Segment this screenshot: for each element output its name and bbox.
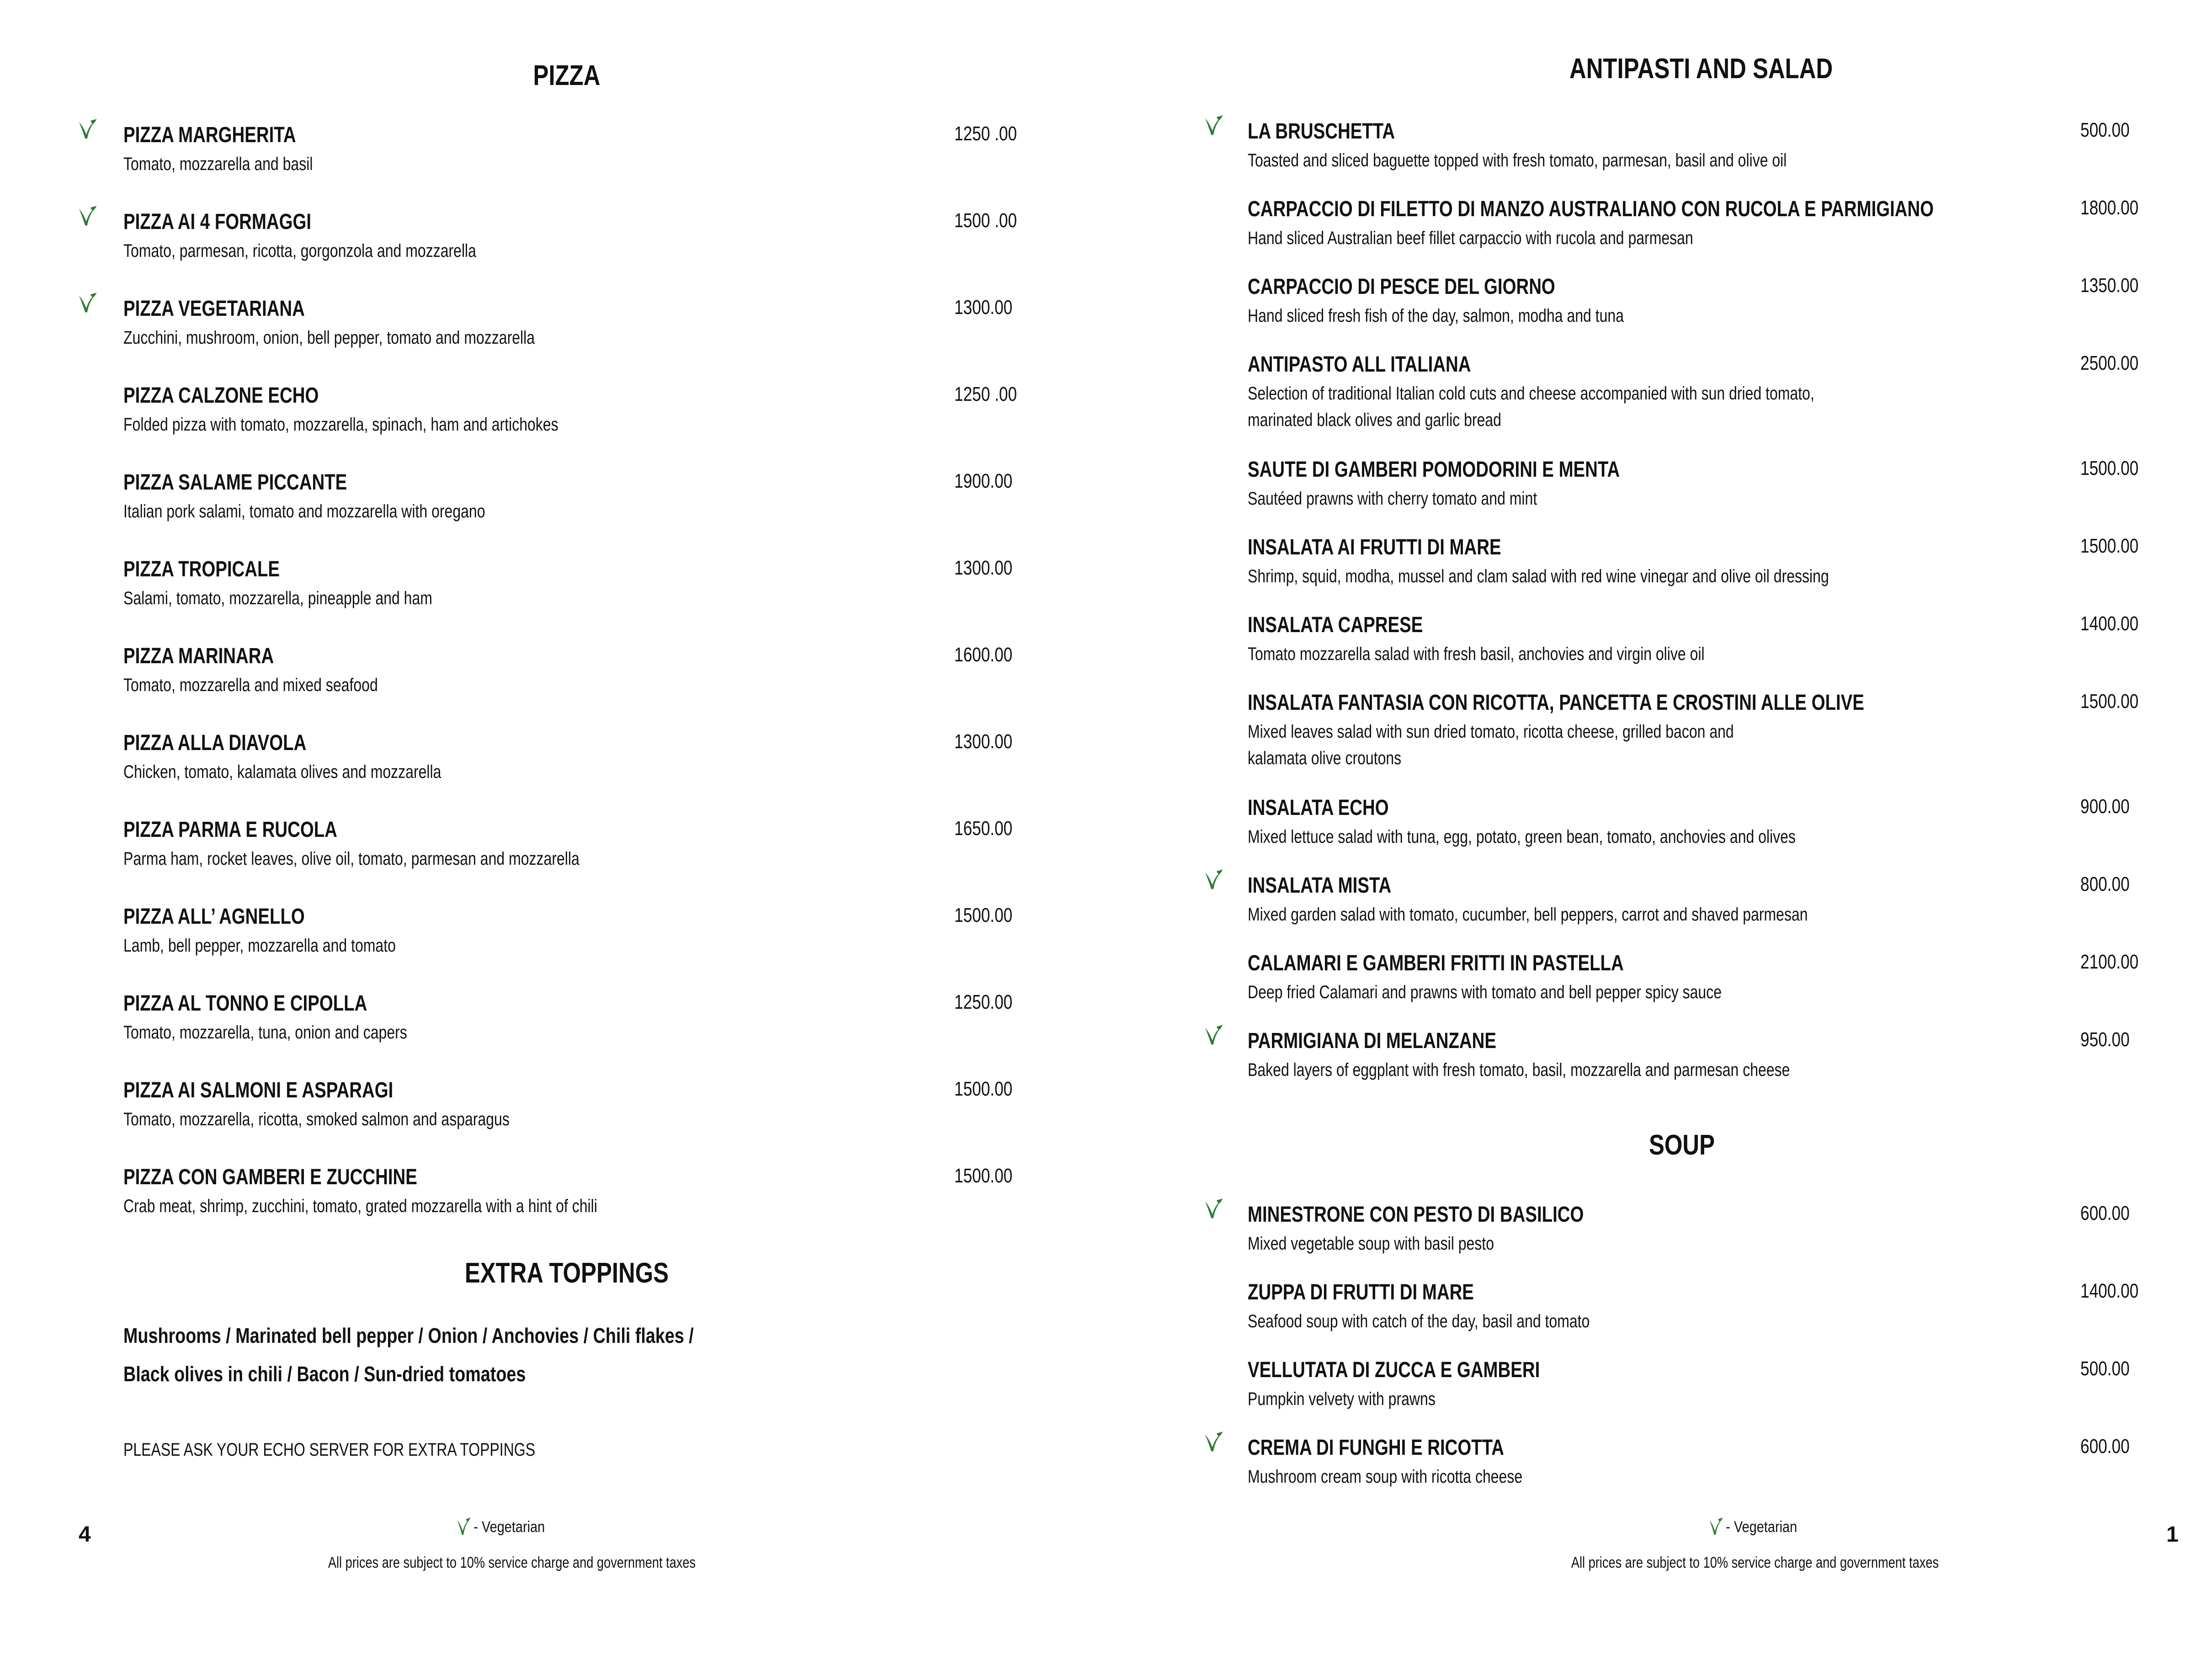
item-price: 1300.00 [954, 557, 1013, 579]
item-description: Zucchini, mushroom, onion, bell pepper, tomato and mozzarella [123, 328, 535, 348]
item-name: PIZZA SALAME PICCANTE [123, 470, 347, 495]
item-description: Tomato, parmesan, ricotta, gorgonzola and mozzarella [123, 241, 476, 261]
item-price: 1500.00 [2080, 690, 2139, 713]
item-price: 1250 .00 [954, 122, 1017, 145]
item-description: Italian pork salami, tomato and mozzarella with oregano [123, 501, 485, 522]
extra-toppings-note: PLEASE ASK YOUR ECHO SERVER FOR EXTRA TOPPINGS [123, 1440, 536, 1460]
item-price: 1250 .00 [954, 383, 1017, 405]
item-price: 600.00 [2080, 1202, 2130, 1224]
item-description: Mixed garden salad with tomato, cucumber, bell peppers, carrot and shaved parmesan [1248, 905, 1808, 925]
item-description: Mixed leaves salad with sun dried tomato, ricotta cheese, grilled bacon and kalamata olive croutons [1248, 722, 1734, 768]
leaf-icon [77, 119, 98, 141]
item-description: Baked layers of eggplant with fresh tomato, basil, mozzarella and parmesan cheese [1248, 1060, 1790, 1080]
item-name: PIZZA ALL’ AGNELLO [123, 905, 305, 929]
service-charge-note: All prices are subject to 10% service charge and government taxes [328, 1554, 696, 1571]
item-description: Tomato, mozzarella, ricotta, smoked salmon and asparagus [123, 1109, 510, 1129]
item-description: Mixed lettuce salad with tuna, egg, potato, green bean, tomato, anchovies and olives [1248, 827, 1796, 847]
item-name: LA BRUSCHETTA [1248, 119, 1395, 144]
item-price: 800.00 [2080, 873, 2130, 895]
vegetarian-key [1708, 1517, 1797, 1537]
item-name: PIZZA VEGETARIANA [123, 297, 305, 321]
item-name: INSALATA FANTASIA CON RICOTTA, PANCETTA E CROSTINI ALLE OLIVE [1248, 691, 1864, 715]
leaf-icon [1203, 869, 1224, 891]
item-price: 1500.00 [2080, 535, 2139, 557]
item-price: 1350.00 [2080, 274, 2139, 297]
item-price: 2500.00 [2080, 352, 2139, 374]
item-name: PARMIGIANA DI MELANZANE [1248, 1029, 1496, 1053]
item-description: Tomato, mozzarella and basil [123, 154, 313, 174]
item-name: PIZZA ALLA DIAVOLA [123, 731, 307, 755]
item-price: 1600.00 [954, 644, 1013, 666]
section-title-soup: SOUP [1648, 1129, 1715, 1161]
leaf-icon [456, 1517, 471, 1537]
toppings-line-2: Black olives in chili / Bacon / Sun-dried tomatoes [123, 1362, 526, 1386]
item-description: Hand sliced Australian beef fillet carpaccio with rucola and parmesan [1248, 228, 1693, 248]
item-price: 1400.00 [2080, 1280, 2139, 1302]
item-price: 500.00 [2080, 119, 2130, 141]
item-price: 1500 .00 [954, 209, 1017, 232]
extra-toppings-list [123, 1316, 873, 1393]
item-name: CALAMARI E GAMBERI FRITTI IN PASTELLA [1248, 951, 1624, 975]
item-name: CARPACCIO DI PESCE DEL GIORNO [1248, 275, 1555, 299]
item-name: ANTIPASTO ALL ITALIANA [1248, 352, 1471, 377]
leaf-icon [77, 293, 98, 314]
item-price: 1500.00 [954, 1078, 1013, 1100]
item-description: Shrimp, squid, modha, mussel and clam salad with red wine vinegar and olive oil dressing [1248, 566, 1829, 586]
item-price: 1300.00 [954, 296, 1013, 319]
page-number: 1 [2166, 1522, 2179, 1547]
item-price: 1900.00 [954, 470, 1013, 492]
item-price: 2100.00 [2080, 951, 2139, 973]
item-description: Crab meat, shrimp, zucchini, tomato, grated mozzarella with a hint of chili [123, 1196, 597, 1216]
item-price: 900.00 [2080, 795, 2130, 818]
item-name: PIZZA TROPICALE [123, 557, 280, 581]
item-price: 1400.00 [2080, 612, 2139, 635]
item-name: CREMA DI FUNGHI E RICOTTA [1248, 1436, 1505, 1460]
service-charge-note: All prices are subject to 10% service charge and government taxes [1571, 1554, 1939, 1571]
item-description: Chicken, tomato, kalamata olives and mozzarella [123, 762, 441, 782]
leaf-icon [1203, 115, 1224, 137]
item-price: 1250.00 [954, 991, 1013, 1013]
item-name: PIZZA AI SALMONI E ASPARAGI [123, 1078, 393, 1102]
item-description: Seafood soup with catch of the day, basil and tomato [1248, 1311, 1590, 1331]
item-description: Tomato mozzarella salad with fresh basil, anchovies and virgin olive oil [1248, 644, 1705, 664]
item-description: Pumpkin velvety with prawns [1248, 1389, 1436, 1409]
section-title-antipasti-and-salad: ANTIPASTI AND SALAD [1569, 53, 1833, 85]
menu-page-right [1106, 0, 2212, 1671]
item-price: 1800.00 [2080, 197, 2139, 219]
item-name: MINESTRONE CON PESTO DI BASILICO [1248, 1203, 1584, 1227]
item-name: PIZZA CON GAMBERI E ZUCCHINE [123, 1165, 417, 1189]
item-name: SAUTE DI GAMBERI POMODORINI E MENTA [1248, 458, 1620, 482]
section-title-pizza: PIZZA [533, 60, 601, 91]
item-description: Tomato, mozzarella, tuna, onion and capers [123, 1022, 407, 1043]
leaf-icon [1203, 1198, 1224, 1220]
item-description: Mushroom cream soup with ricotta cheese [1248, 1467, 1523, 1487]
toppings-line-1: Mushrooms / Marinated bell pepper / Onion / Anchovies / Chili flakes / [123, 1324, 694, 1347]
item-name: INSALATA AI FRUTTI DI MARE [1248, 535, 1501, 559]
item-price: 1500.00 [954, 904, 1013, 926]
item-name: INSALATA ECHO [1248, 796, 1389, 820]
item-name: INSALATA MISTA [1248, 873, 1392, 898]
item-description: Tomato, mozzarella and mixed seafood [123, 675, 378, 695]
item-name: CARPACCIO DI FILETTO DI MANZO AUSTRALIANO CON RUCOLA E PARMIGIANO [1248, 197, 1934, 221]
item-name: PIZZA AI 4 FORMAGGI [123, 210, 312, 234]
item-price: 1300.00 [954, 730, 1013, 753]
item-price: 600.00 [2080, 1435, 2130, 1458]
vegetarian-key [456, 1517, 545, 1537]
vegetarian-key-label: - Vegetarian [1726, 1518, 1797, 1536]
vegetarian-key-label: - Vegetarian [473, 1518, 545, 1536]
item-name: INSALATA CAPRESE [1248, 613, 1423, 637]
item-description: Toasted and sliced baguette topped with fresh tomato, parmesan, basil and olive oil [1248, 150, 1787, 170]
item-price: 1500.00 [2080, 457, 2139, 479]
item-name: PIZZA MARINARA [123, 644, 274, 668]
leaf-icon [1708, 1517, 1723, 1537]
item-name: PIZZA AL TONNO E CIPOLLA [123, 991, 367, 1016]
item-description: Deep fried Calamari and prawns with tomato and bell pepper spicy sauce [1248, 982, 1722, 1002]
item-name: PIZZA MARGHERITA [123, 123, 296, 147]
section-title-extra-toppings: EXTRA TOPPINGS [464, 1257, 669, 1289]
item-description: Parma ham, rocket leaves, olive oil, tomato, parmesan and mozzarella [123, 849, 580, 869]
page-number: 4 [79, 1522, 91, 1547]
item-description: Selection of traditional Italian cold cuts and cheese accompanied with sun dried tomato, marinated black olives and garlic bread [1248, 383, 1814, 430]
leaf-icon [1203, 1025, 1224, 1047]
item-description: Salami, tomato, mozzarella, pineapple and ham [123, 588, 432, 608]
item-name: ZUPPA DI FRUTTI DI MARE [1248, 1280, 1474, 1304]
item-name: VELLUTATA DI ZUCCA E GAMBERI [1248, 1358, 1540, 1382]
item-description: Hand sliced fresh fish of the day, salmon, modha and tuna [1248, 306, 1624, 326]
item-name: PIZZA PARMA E RUCOLA [123, 818, 337, 842]
item-description: Folded pizza with tomato, mozzarella, spinach, ham and artichokes [123, 415, 558, 435]
item-price: 1500.00 [954, 1165, 1013, 1187]
item-name: PIZZA CALZONE ECHO [123, 383, 319, 408]
item-description: Mixed vegetable soup with basil pesto [1248, 1234, 1494, 1254]
item-price: 500.00 [2080, 1357, 2130, 1380]
leaf-icon [77, 206, 98, 228]
item-description: Lamb, bell pepper, mozzarella and tomato [123, 936, 396, 956]
item-description: Sautéed prawns with cherry tomato and mint [1248, 489, 1537, 509]
item-price: 1650.00 [954, 817, 1013, 840]
item-price: 950.00 [2080, 1028, 2130, 1051]
leaf-icon [1203, 1432, 1224, 1453]
